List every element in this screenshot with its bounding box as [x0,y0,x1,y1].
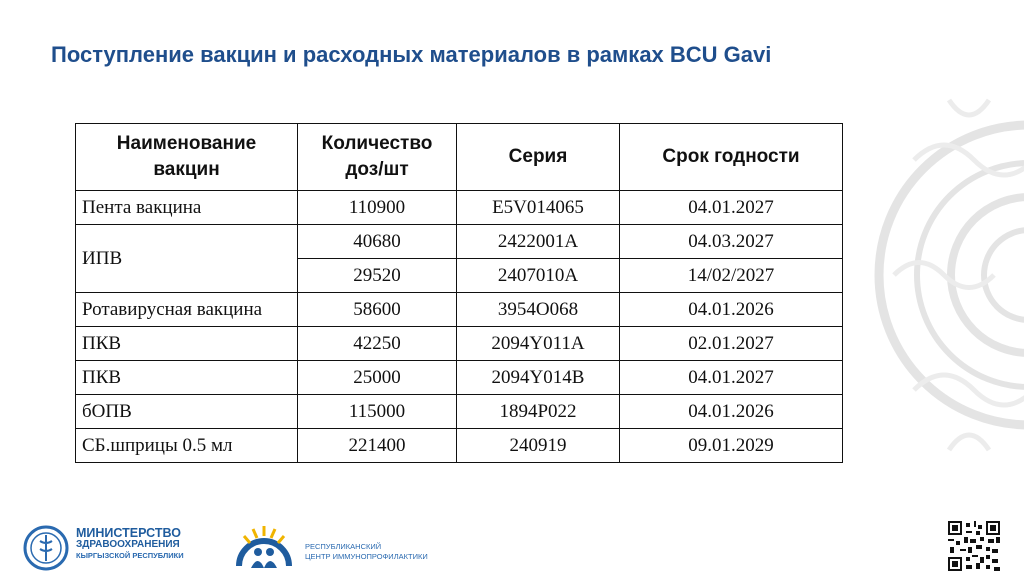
cell-qty: 110900 [298,191,457,225]
cell-name-text: ПКВ [82,366,122,388]
cell-qty: 115000 [298,395,457,429]
immunization-center-logo-icon [231,522,297,572]
cell-expiry: 14/02/2027 [620,259,843,293]
header-qty-line2: доз/шт [345,159,409,180]
cell-name [76,293,298,327]
cell-series: 2094Y014B [457,361,620,395]
header-name [76,124,298,191]
cell-expiry: 04.01.2027 [620,361,843,395]
cell-name-text: бОПВ [82,400,132,422]
ministry-line3: КЫРГЫЗСКОЙ РЕСПУБЛИКИ [76,551,184,560]
cell-expiry: 04.01.2026 [620,395,843,429]
page-title: Поступление вакцин и расходных материалов в рамках BCU Gavi [51,42,772,67]
table-row [76,327,843,361]
ornament-decoration-icon [854,40,1024,510]
cell-name [76,327,298,361]
cell-name-text: Пента вакцина [82,196,202,218]
cell-qty: 25000 [298,361,457,395]
table-header-row [76,124,843,191]
cell-name [76,191,298,225]
cell-series: 2094Y011A [457,327,620,361]
cell-qty: 29520 [298,259,457,293]
cell-name [76,361,298,395]
ministry-emblem-icon [22,525,70,571]
header-name-line2: вакцин [153,159,220,180]
table-row [76,293,843,327]
header-qty [298,124,457,191]
table-row [76,395,843,429]
cell-name [76,429,298,463]
header-name-line1: Наименование [116,133,257,154]
header-expiry: Срок годности [620,124,843,191]
ministry-line2: ЗДРАВООХРАНЕНИЯ [76,539,180,550]
table-row [76,429,843,463]
cell-series: 1894P022 [457,395,620,429]
cell-name-text: ПКВ [82,332,122,354]
footer [22,520,1022,574]
table-row [76,225,843,259]
cell-name-text: Ротавирусная вакцина [82,298,263,320]
ministry-name [76,528,184,561]
cell-series: E5V014065 [457,191,620,225]
center-line1: РЕСПУБЛИКАНСКИЙ [305,542,382,551]
cell-qty: 58600 [298,293,457,327]
cell-series: 3954O068 [457,293,620,327]
header-series: Серия [457,124,620,191]
cell-name-text: ИПВ [82,247,123,269]
cell-series: 2422001A [457,225,620,259]
cell-expiry: 04.03.2027 [620,225,843,259]
cell-series: 2407010A [457,259,620,293]
cell-name-text: СБ.шприцы 0.5 мл [82,434,233,456]
cell-name [76,225,298,293]
center-line2: ЦЕНТР ИММУНОПРОФИЛАКТИКИ [305,552,428,561]
vaccine-table [75,123,843,463]
cell-expiry: 02.01.2027 [620,327,843,361]
cell-series: 240919 [457,429,620,463]
cell-expiry: 04.01.2026 [620,293,843,327]
cell-qty: 42250 [298,327,457,361]
cell-expiry: 09.01.2029 [620,429,843,463]
cell-expiry: 04.01.2027 [620,191,843,225]
center-name [305,542,428,562]
table-row [76,191,843,225]
cell-qty: 221400 [298,429,457,463]
qr-code-icon [948,521,1000,571]
ministry-line1: МИНИСТЕРСТВО [76,526,181,540]
header-qty-line1: Количество [321,133,433,154]
cell-name [76,395,298,429]
cell-qty: 40680 [298,225,457,259]
table-row [76,361,843,395]
